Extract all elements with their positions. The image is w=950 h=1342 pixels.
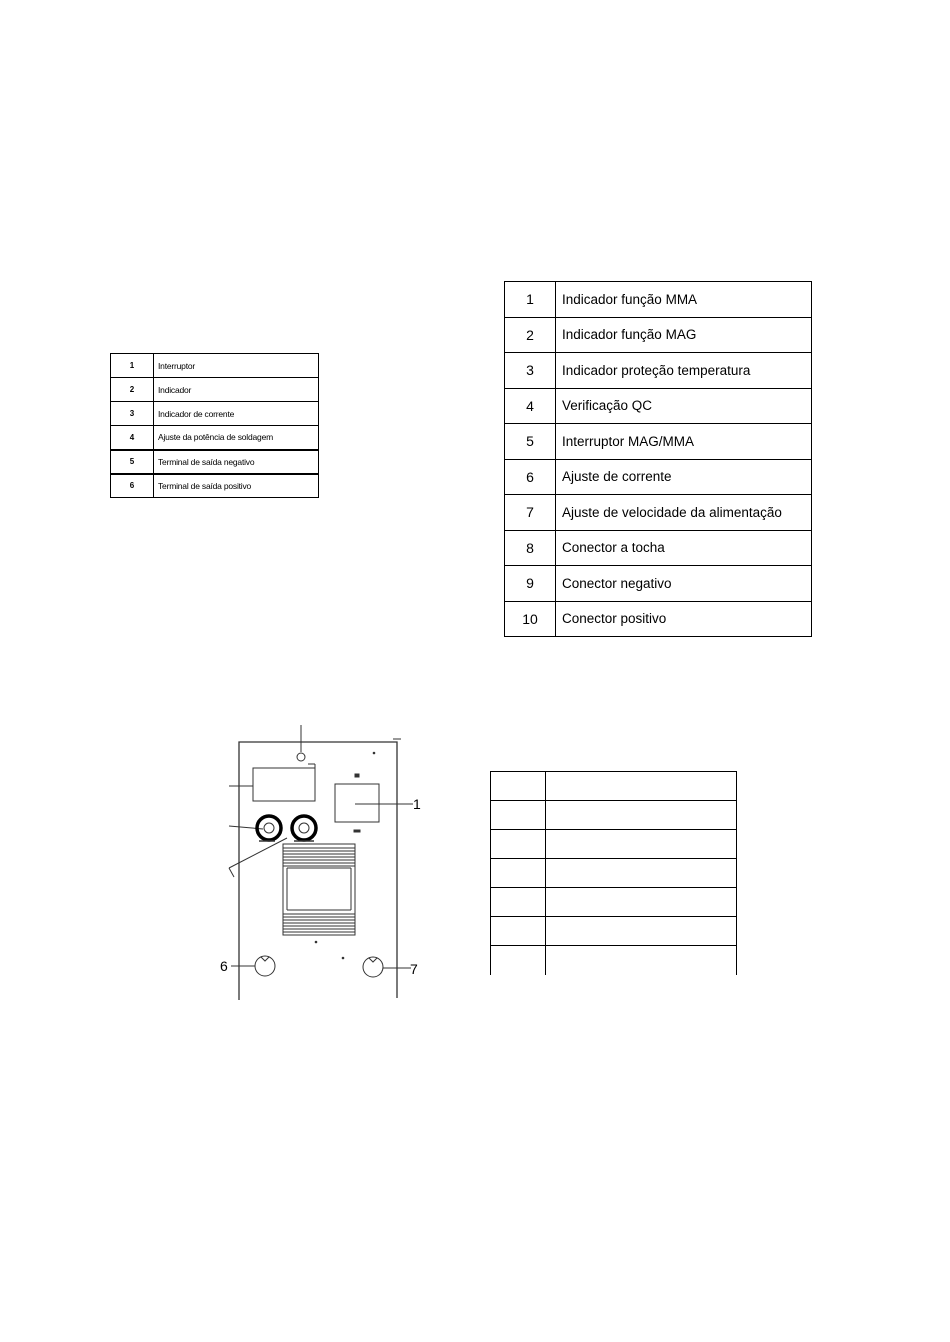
row-label: Interruptor — [154, 354, 319, 378]
row-label: Conector negativo — [556, 566, 812, 602]
table-row — [491, 830, 737, 859]
row-number: 4 — [111, 426, 154, 450]
empty-components-table — [490, 771, 737, 975]
row-label: Conector positivo — [556, 601, 812, 637]
row-label: Indicador de corrente — [154, 402, 319, 426]
table-row — [505, 459, 812, 495]
switch-mark-bottom — [354, 830, 360, 832]
switch-mark-top — [355, 774, 359, 777]
table-row — [505, 317, 812, 353]
empty-cell — [491, 917, 546, 946]
knob-right — [292, 816, 316, 840]
row-label: Indicador — [154, 378, 319, 402]
row-number: 10 — [505, 601, 556, 637]
table-row — [505, 530, 812, 566]
table-row — [111, 378, 319, 402]
display-window — [253, 768, 315, 801]
empty-cell — [491, 946, 546, 975]
row-label: Terminal de saída positivo — [154, 474, 319, 498]
row-number: 6 — [111, 474, 154, 498]
table-row — [491, 772, 737, 801]
table-row — [505, 282, 812, 318]
row-number: 2 — [505, 317, 556, 353]
table-row — [491, 946, 737, 975]
speck — [315, 941, 317, 943]
table-row — [111, 354, 319, 378]
empty-cell — [491, 772, 546, 801]
empty-cell — [546, 946, 737, 975]
negative-terminal-key — [261, 957, 269, 961]
table-row — [491, 801, 737, 830]
empty-cell — [546, 917, 737, 946]
empty-cell — [546, 859, 737, 888]
row-number: 6 — [505, 459, 556, 495]
positive-terminal — [363, 957, 383, 977]
row-number: 2 — [111, 378, 154, 402]
speck — [342, 957, 344, 959]
row-number: 3 — [505, 353, 556, 389]
row-label: Ajuste da potência de soldagem — [154, 426, 319, 450]
row-number: 9 — [505, 566, 556, 602]
row-number: 1 — [111, 354, 154, 378]
negative-terminal — [255, 956, 275, 976]
table-row — [505, 353, 812, 389]
row-number: 1 — [505, 282, 556, 318]
row-label: Indicador proteção temperatura — [556, 353, 812, 389]
row-label: Indicador função MMA — [556, 282, 812, 318]
table-row — [491, 859, 737, 888]
large-components-table — [504, 281, 812, 637]
table-row — [505, 495, 812, 531]
empty-cell — [546, 801, 737, 830]
empty-cell — [546, 772, 737, 801]
table-row — [505, 566, 812, 602]
row-label: Ajuste de corrente — [556, 459, 812, 495]
speck — [373, 752, 375, 754]
vent-grille — [283, 844, 355, 935]
row-number: 5 — [111, 450, 154, 474]
table-row — [111, 450, 319, 474]
knob-left-center — [264, 823, 274, 833]
empty-cell — [491, 830, 546, 859]
row-label: Indicador função MAG — [556, 317, 812, 353]
table-row — [505, 424, 812, 460]
empty-cell — [491, 801, 546, 830]
row-number: 4 — [505, 388, 556, 424]
row-label: Ajuste de velocidade da alimentação — [556, 495, 812, 531]
table-row — [505, 601, 812, 637]
row-number: 7 — [505, 495, 556, 531]
callout-label-1: 1 — [413, 796, 421, 812]
knob-right-center — [299, 823, 309, 833]
empty-cell — [491, 888, 546, 917]
callout-label-6: 6 — [220, 958, 228, 974]
knob2-leader — [229, 838, 287, 868]
row-number: 3 — [111, 402, 154, 426]
row-number: 5 — [505, 424, 556, 460]
row-label: Verificação QC — [556, 388, 812, 424]
table-row — [505, 388, 812, 424]
row-number: 8 — [505, 530, 556, 566]
welder-front-panel-diagram — [215, 720, 430, 1005]
table-row — [491, 917, 737, 946]
table-row — [491, 888, 737, 917]
positive-terminal-key — [369, 958, 377, 962]
small-components-table — [110, 353, 319, 498]
table-row — [111, 426, 319, 450]
table-row — [111, 402, 319, 426]
knob2-leader-end — [229, 868, 234, 877]
indicator-lamp — [297, 753, 305, 761]
empty-cell — [491, 859, 546, 888]
empty-cell — [546, 888, 737, 917]
table-row — [111, 474, 319, 498]
callout-label-7: 7 — [410, 961, 418, 977]
row-label: Conector a tocha — [556, 530, 812, 566]
empty-cell — [546, 830, 737, 859]
knob-left — [257, 816, 281, 840]
row-label: Terminal de saída negativo — [154, 450, 319, 474]
power-switch — [335, 784, 379, 822]
row-label: Interruptor MAG/MMA — [556, 424, 812, 460]
